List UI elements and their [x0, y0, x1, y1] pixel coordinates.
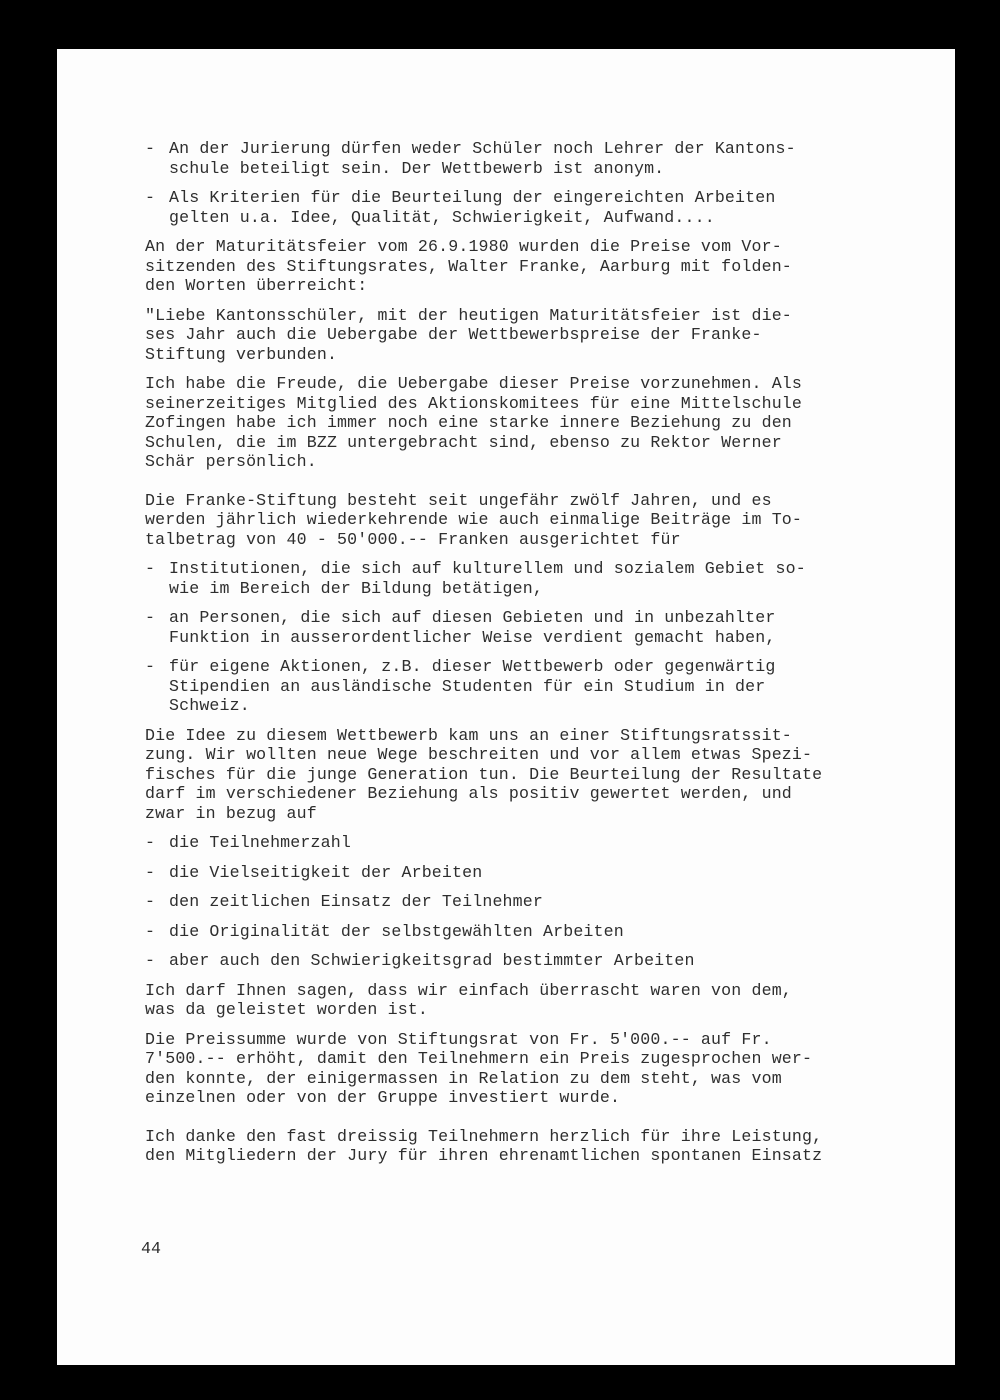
bullet-text: Als Kriterien für die Beurteilung der eingereichten Arbeiten gelten u.a. Idee, Qualität, Schwierigkeit, Aufwand....	[169, 188, 776, 227]
list-item	[145, 139, 915, 178]
bullet-dash: -	[145, 559, 156, 578]
bullet-dash: -	[145, 833, 156, 852]
bullet-dash: -	[145, 188, 156, 207]
bullet-dash: -	[145, 139, 156, 158]
bullet-dash: -	[145, 608, 156, 627]
list-item	[145, 892, 915, 912]
bullet-text: die Originalität der selbstgewählten Arbeiten	[169, 921, 624, 941]
paragraph-ceremony: An der Maturitätsfeier vom 26.9.1980 wurden die Preise vom Vor- sitzenden des Stiftungsrates, Walter Franke, Aarburg mit folden- den Worten überreicht:	[145, 237, 792, 295]
bullet-dash: -	[145, 892, 156, 911]
bullet-text: die Teilnehmerzahl	[169, 833, 351, 852]
page-number: 44	[141, 1239, 161, 1258]
bullet-text: für eigene Aktionen, z.B. dieser Wettbewerb oder gegenwärtig Stipendien an ausländische Studenten für ein Studium in der Schweiz.	[169, 657, 776, 715]
list-item	[145, 863, 915, 883]
bullet-dash: -	[145, 951, 156, 970]
document-body	[145, 139, 915, 1176]
paragraph-joy: Ich habe die Freude, die Uebergabe dieser Preise vorzunehmen. Als seinerzeitiges Mitglied des Aktionskomitees für eine Mittelschule Zofingen habe ich immer noch eine starke innere Beziehung zu den Schulen, die im BZZ untergebracht sind, ebenso zu Rektor Werner Schär persönlich.	[145, 374, 803, 471]
bullet-text: die Vielseitigkeit der Arbeiten	[169, 862, 483, 882]
bullet-text: Institutionen, die sich auf kulturellem und sozialem Gebiet so- wie im Bereich der Bildung betätigen,	[169, 559, 806, 598]
list-item	[145, 833, 915, 853]
bullet-text: den zeitlichen Einsatz der Teilnehmer	[169, 892, 543, 911]
bullet-text: An der Jurierung dürfen weder Schüler noch Lehrer der Kantons- schule beteiligt sein. Der Wettbewerb ist anonym.	[169, 139, 796, 178]
bullet-dash: -	[145, 657, 156, 676]
bullet-text: aber auch den Schwierigkeitsgrad bestimmter Arbeiten	[169, 951, 695, 970]
paragraph-quote-start: "Liebe Kantonsschüler, mit der heutigen Maturitätsfeier ist die- ses Jahr auch die Uebergabe der Wettbewerbspreise der Franke- Stiftung verbunden.	[145, 305, 792, 364]
list-item	[145, 608, 915, 647]
list-item	[145, 657, 915, 716]
paragraph-surprised: Ich darf Ihnen sagen, dass wir einfach überrascht waren von dem, was da geleistet worden ist.	[145, 980, 792, 1019]
list-item	[145, 951, 915, 971]
bullet-dash: -	[145, 862, 156, 882]
list-item	[145, 188, 915, 227]
paragraph-prize: Die Preissumme wurde von Stiftungsrat von Fr. 5'000.-- auf Fr. 7'500.-- erhöht, damit den Teilnehmern ein Preis zugesprochen wer- den konnte, der einigermassen in Relation zu dem steht, was vom einzelnen oder von der Gruppe investiert wurde.	[145, 1029, 813, 1107]
paragraph-idea: Die Idee zu diesem Wettbewerb kam uns an einer Stiftungsratssit- zung. Wir wollten neue Wege beschreiten und vor allem etwas Spezi- fisches für die junge Generation tun. Die Beurteilung der Resultate darf im verschiedener Beziehung als positiv gewertet werden, und zwar in bezug auf	[145, 725, 823, 823]
bullet-dash: -	[145, 921, 156, 941]
paragraph-foundation: Die Franke-Stiftung besteht seit ungefähr zwölf Jahren, und es werden jährlich wiederkehrende wie auch einmalige Beiträge im To- talbetrag von 40 - 50'000.-- Franken ausgerichtet für	[145, 490, 803, 549]
list-item	[145, 559, 915, 598]
list-item	[145, 922, 915, 942]
document-page	[57, 49, 955, 1365]
bullet-text: an Personen, die sich auf diesen Gebieten und in unbezahlter Funktion in ausserordentlicher Weise verdient gemacht haben,	[169, 608, 776, 647]
paragraph-thanks: Ich danke den fast dreissig Teilnehmern herzlich für ihre Leistung, den Mitgliedern der Jury für ihren ehrenamtlichen spontanen Einsatz	[145, 1126, 823, 1165]
